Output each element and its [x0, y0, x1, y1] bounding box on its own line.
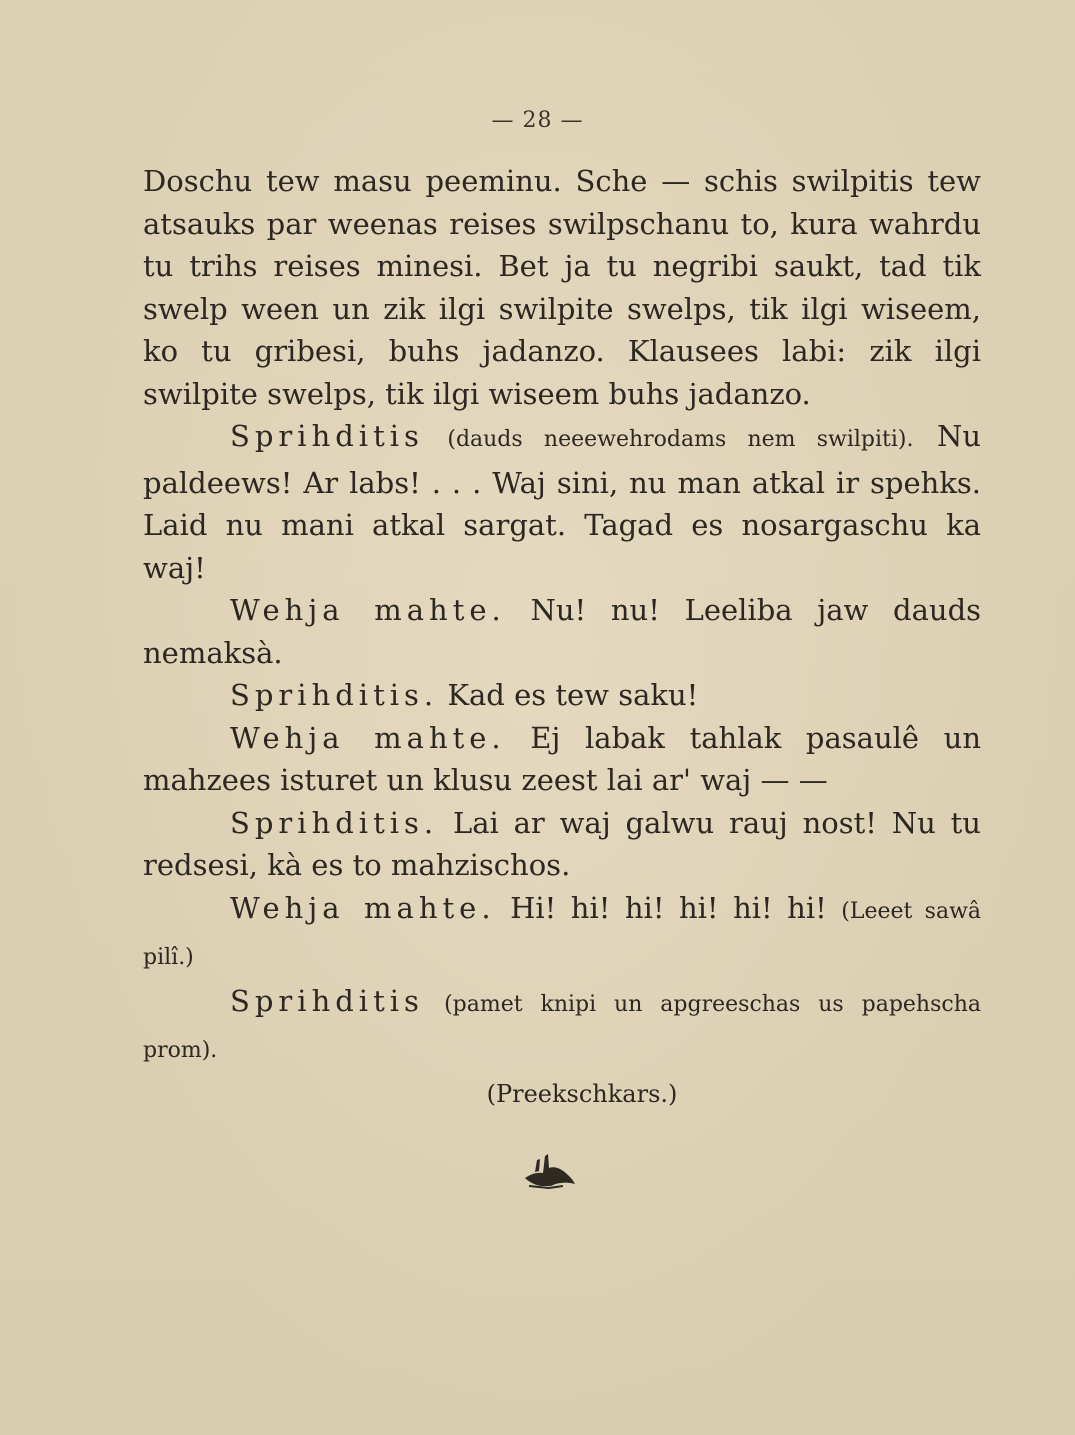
speaker-name: Wehja mahte.: [230, 593, 506, 627]
paragraph-2: [143, 415, 981, 589]
paragraph-7: [143, 887, 981, 980]
paragraph-5: [143, 717, 981, 802]
stage-direction: (Leeet sawâ pilî.): [143, 898, 982, 970]
speaker-name: Sprihditis: [230, 983, 424, 1018]
page-number: — 28 —: [491, 108, 584, 133]
speaker-name: Wehja mahte.: [230, 720, 506, 755]
paragraph-1: [143, 160, 981, 415]
speaker-name: Sprihditis: [230, 419, 424, 453]
paragraph-text: Doschu tew masu peeminu. Sche — schis swilpitis tew atsauks par weenas reises swilpschanu to, kura wahrdu tu trihs reises minesi. Bet ja tu negribi saukt, tad tik swelp ween un zik ilgi swilpite swelps, tik ilgi wiseem, ko tu gribesi, buhs jadanzo. Klausees labi: zik ilgi swilpite swelps, tik ilgi wiseem buhs jadanzo.: [143, 164, 981, 411]
paragraph-text: Kad es tew saku!: [447, 678, 699, 712]
paragraph-6: [143, 802, 981, 887]
paragraph-text: Ej labak tahlak pasaulê un mahzees isturet un klusu zeest lai ar' waj — —: [143, 720, 982, 797]
paragraph-text: Hi! hi! hi! hi! hi! hi!: [510, 890, 827, 925]
paragraph-text: Nu paldeews! Ar labs! . . . Waj sini, nu man atkal ir spehks. Laid nu mani atkal sargat. Tagad es nosargaschu ka waj!: [143, 419, 982, 585]
curtain-note: (Preekschkars.): [486, 1079, 678, 1108]
paragraph-3: [143, 589, 981, 674]
paragraph-4: [143, 674, 981, 717]
speaker-name: Sprihditis.: [230, 805, 439, 840]
speaker-name: Wehja mahte.: [230, 890, 496, 925]
page-body: [143, 160, 981, 1115]
paragraph-text: Nu! nu! Leeliba jaw dauds nemaksà.: [143, 593, 982, 670]
speaker-name: Sprihditis.: [230, 678, 439, 712]
stage-direction: (pamet knipi un apgreeschas us papehscha prom).: [143, 991, 981, 1063]
stage-direction: (dauds neeewehrodams nem swilpiti).: [447, 427, 914, 452]
paragraph-text: Lai ar waj galwu rauj nost! Nu tu redsesi, kà es to mahzischos.: [143, 805, 981, 882]
paragraph-8: [143, 980, 981, 1073]
bird-vignette-icon: [519, 1138, 579, 1198]
